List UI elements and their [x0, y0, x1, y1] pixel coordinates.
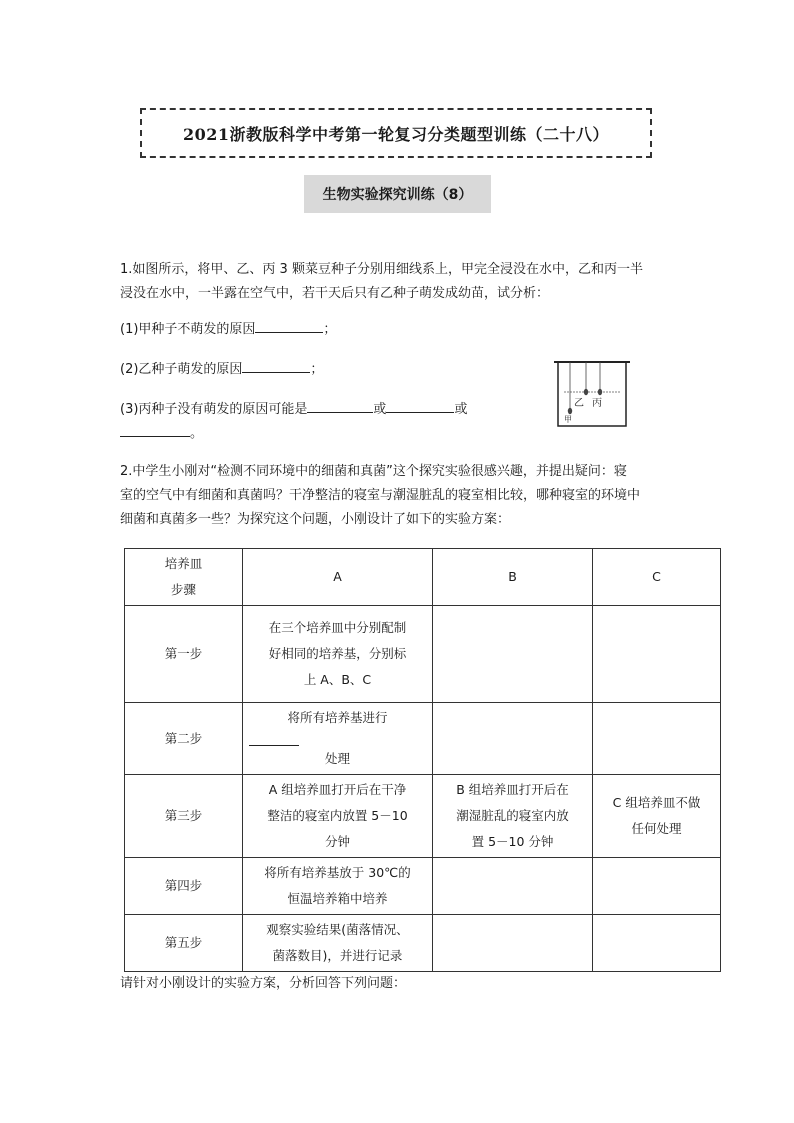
q1-sub-1-suffix: ； — [323, 322, 337, 337]
cell-text: 置 5－10 分钟 — [471, 834, 554, 849]
cell-text: 将所有培养基进行 — [287, 710, 388, 725]
table-row — [125, 915, 721, 972]
column-header-a: A — [243, 549, 433, 606]
cell-text: 好相同的培养基，分别标 — [268, 646, 407, 661]
q1-end-mark: 。 — [190, 426, 204, 441]
q2-line-2: 室的空气中有细菌和真菌吗？干净整洁的寝室与潮湿脏乱的寝室相比较，哪种寝室的环境中 — [120, 488, 641, 503]
table-row — [125, 606, 721, 703]
worksheet-subtitle: 生物实验探究训练（8） — [304, 175, 491, 213]
cell-text: 分钟 — [324, 834, 350, 849]
step-4-col-c — [593, 858, 721, 915]
cell-text: 上 A、B、C — [303, 672, 372, 687]
corner-label-dish: 培养皿 — [164, 556, 203, 571]
answer-blank[interactable] — [255, 318, 323, 333]
answer-blank[interactable] — [307, 398, 373, 413]
q1-sub-2-prefix: (2)乙种子萌发的原因 — [120, 362, 243, 377]
q2-follow-up: 请针对小刚设计的实验方案，分析回答下列问题： — [120, 976, 407, 991]
table-row — [125, 703, 721, 775]
table-header-row — [125, 549, 721, 606]
figure-label-bing: 丙 — [592, 398, 602, 409]
column-header-b: B — [433, 549, 593, 606]
cell-text: 在三个培养皿中分别配制 — [268, 620, 407, 635]
step-3-col-c — [593, 775, 721, 858]
corner-label-steps: 步骤 — [170, 582, 196, 597]
cell-text: 潮湿脏乱的寝室内放 — [456, 808, 569, 823]
cell-text: 任何处理 — [631, 821, 682, 836]
step-2-col-c — [593, 703, 721, 775]
step-2-col-b — [433, 703, 593, 775]
q1-sub-2 — [120, 358, 323, 382]
answer-blank[interactable] — [120, 422, 190, 437]
q1-line-1: 1.如图所示，将甲、乙、丙 3 颗菜豆种子分别用细线系上，甲完全浸没在水中，乙和丙一半 — [120, 262, 643, 277]
q1-sub-1-prefix: (1)甲种子不萌发的原因 — [120, 322, 256, 337]
q1-sub-3-continued — [120, 422, 203, 446]
q2-line-3: 细菌和真菌多一些？为探究这个问题，小刚设计了如下的实验方案： — [120, 512, 511, 527]
cell-text: A 组培养皿打开后在干净 — [268, 782, 407, 797]
or-word: 或 — [454, 402, 468, 417]
q2-line-1: 2.中学生小刚对“检测不同环境中的细菌和真菌”这个探究实验很感兴趣，并提出疑问：寝 — [120, 464, 627, 479]
q1-sub-1 — [120, 318, 336, 342]
answer-blank[interactable] — [386, 398, 454, 413]
step-label: 第一步 — [125, 606, 243, 703]
table-row — [125, 775, 721, 858]
step-label: 第二步 — [125, 703, 243, 775]
table-corner-cell — [125, 549, 243, 606]
worksheet-title: 2021浙教版科学中考第一轮复习分类题型训练（二十八） — [140, 108, 652, 158]
figure-label-jia: 甲 — [564, 415, 572, 424]
column-header-c: C — [593, 549, 721, 606]
step-1-col-b — [433, 606, 593, 703]
q1-line-2: 浸没在水中，一半露在空气中，若干天后只有乙种子萌发成幼苗，试分析： — [120, 286, 550, 301]
q1-sub-2-suffix: ； — [310, 362, 324, 377]
cell-text: 处理 — [324, 751, 350, 766]
step-2-col-a — [243, 703, 433, 775]
q1-sub-3-prefix: (3)丙种子没有萌发的原因可能是 — [120, 402, 308, 417]
step-label: 第四步 — [125, 858, 243, 915]
step-5-col-c — [593, 915, 721, 972]
answer-blank[interactable] — [249, 731, 299, 746]
cell-text: 观察实验结果(菌落情况、 — [266, 922, 409, 937]
step-4-col-b — [433, 858, 593, 915]
step-3-col-a — [243, 775, 433, 858]
step-label: 第三步 — [125, 775, 243, 858]
cell-text: 将所有培养基放于 30℃的 — [264, 865, 411, 880]
step-5-col-a — [243, 915, 433, 972]
cell-text: 整洁的寝室内放置 5－10 — [267, 808, 408, 823]
beaker-seed-figure — [552, 358, 632, 430]
cell-text: B 组培养皿打开后在 — [456, 782, 569, 797]
table-row — [125, 858, 721, 915]
q1-sub-3 — [120, 398, 467, 422]
step-1-col-a — [243, 606, 433, 703]
figure-label-yi: 乙 — [574, 398, 584, 409]
cell-text: 恒温培养箱中培养 — [287, 891, 388, 906]
answer-blank[interactable] — [242, 358, 310, 373]
or-word: 或 — [373, 402, 387, 417]
step-3-col-b — [433, 775, 593, 858]
step-label: 第五步 — [125, 915, 243, 972]
cell-text: 菌落数目)，并进行记录 — [272, 948, 403, 963]
step-1-col-c — [593, 606, 721, 703]
experiment-steps-table — [124, 548, 721, 972]
cell-text-with-blank — [249, 731, 426, 772]
step-5-col-b — [433, 915, 593, 972]
cell-text: C 组培养皿不做 — [612, 795, 701, 810]
step-4-col-a — [243, 858, 433, 915]
